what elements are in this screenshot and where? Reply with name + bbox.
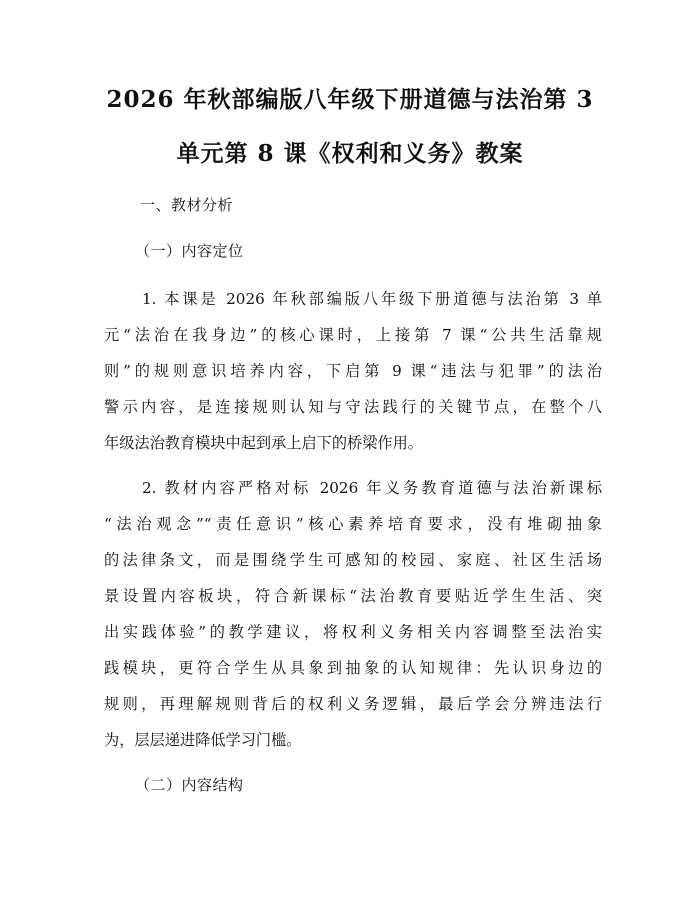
section-heading-teaching-material-analysis: 一、教材分析 (140, 196, 234, 214)
document-title-line-2: 单元第 8 课《权利和义务》教案 (176, 140, 524, 167)
paragraph-2-line: 2. 教材内容严格对标 2026 年义务教育道德与法治新课标 (142, 479, 602, 497)
subsection-heading-content-structure: （二）内容结构 (135, 776, 244, 794)
paragraph-2 (104, 470, 602, 758)
paragraph-2-line: 践模块，更符合学生从具象到抽象的认知规律：先认识身边的 (104, 659, 602, 677)
paragraph-2-line: 出实践体验”的教学建议，将权利义务相关内容调整至法治实 (104, 623, 602, 641)
subsection-heading-content-positioning: （一）内容定位 (135, 242, 244, 260)
paragraph-2-line: 为，层层递进降低学习门槛。 (104, 731, 302, 749)
paragraph-1-line: 元“法治在我身边”的核心课时，上接第 7 课“公共生活靠规 (104, 326, 602, 344)
paragraph-2-line: 景设置内容板块，符合新课标“法治教育要贴近学生生活、突 (104, 587, 602, 605)
paragraph-1-line: 则”的规则意识培养内容，下启第 9 课“违法与犯罪”的法治 (104, 362, 602, 380)
paragraph-1-line: 1. 本课是 2026 年秋部编版八年级下册道德与法治第 3 单 (142, 290, 602, 308)
paragraph-1-line: 警示内容，是连接规则认知与守法践行的关键节点，在整个八 (104, 398, 602, 416)
paragraph-2-line: 规则，再理解规则背后的权利义务逻辑，最后学会分辨违法行 (104, 695, 602, 713)
paragraph-2-line: 的法律条文，而是围绕学生可感知的校园、家庭、社区生活场 (104, 551, 602, 569)
document-title-line-1: 2026 年秋部编版八年级下册道德与法治第 3 (106, 86, 594, 113)
paragraph-1-line: 年级法治教育模块中起到承上启下的桥梁作用。 (104, 434, 423, 452)
paragraph-2-line: “法治观念”“责任意识”核心素养培育要求，没有堆砌抽象 (104, 515, 602, 533)
paragraph-1 (104, 281, 602, 461)
